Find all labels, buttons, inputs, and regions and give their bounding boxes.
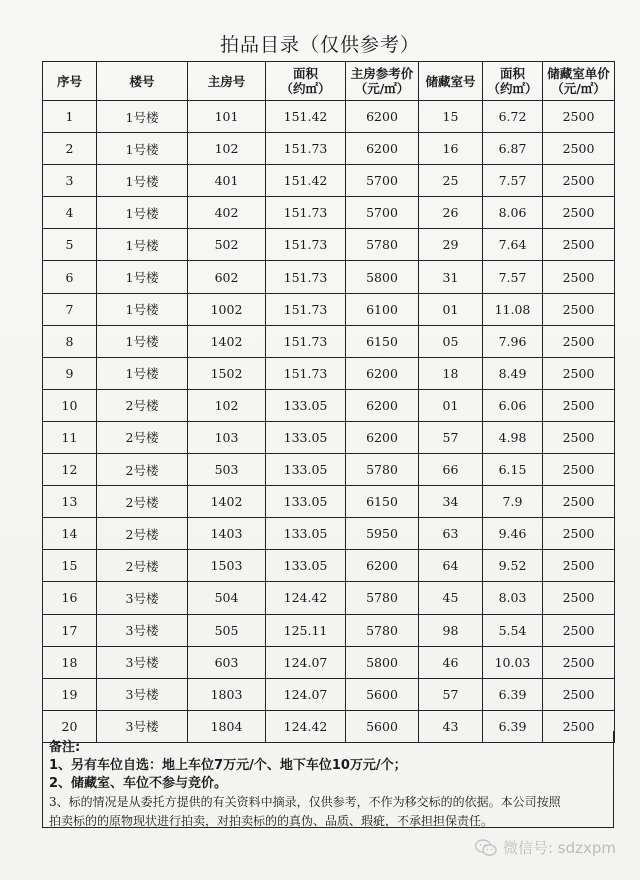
cell-storage: 05 bbox=[419, 325, 483, 357]
cell-price: 5950 bbox=[346, 518, 419, 550]
table-row bbox=[43, 550, 615, 582]
cell-area: 151.73 bbox=[266, 293, 346, 325]
cell-seq: 16 bbox=[43, 582, 97, 614]
cell-storage-area: 11.08 bbox=[483, 293, 543, 325]
cell-building: 3号楼 bbox=[97, 710, 188, 742]
cell-area: 151.73 bbox=[266, 357, 346, 389]
cell-storage: 98 bbox=[419, 614, 483, 646]
cell-storage-price: 2500 bbox=[543, 678, 615, 710]
cell-storage-price: 2500 bbox=[543, 261, 615, 293]
cell-building: 2号楼 bbox=[97, 389, 188, 421]
cell-storage: 57 bbox=[419, 421, 483, 453]
cell-seq: 14 bbox=[43, 518, 97, 550]
cell-price: 6200 bbox=[346, 133, 419, 165]
cell-area: 133.05 bbox=[266, 486, 346, 518]
cell-area: 151.73 bbox=[266, 229, 346, 261]
cell-storage-price: 2500 bbox=[543, 293, 615, 325]
cell-storage-area: 4.98 bbox=[483, 421, 543, 453]
cell-price: 6200 bbox=[346, 101, 419, 133]
cell-seq: 20 bbox=[43, 710, 97, 742]
cell-building: 1号楼 bbox=[97, 165, 188, 197]
cell-storage-price: 2500 bbox=[543, 101, 615, 133]
cell-storage: 01 bbox=[419, 389, 483, 421]
cell-building: 2号楼 bbox=[97, 550, 188, 582]
cell-storage: 63 bbox=[419, 518, 483, 550]
cell-room: 503 bbox=[188, 454, 266, 486]
table-row bbox=[43, 229, 615, 261]
cell-seq: 4 bbox=[43, 197, 97, 229]
table-row bbox=[43, 582, 615, 614]
cell-storage-price: 2500 bbox=[543, 582, 615, 614]
cell-building: 1号楼 bbox=[97, 261, 188, 293]
notes-heading: 备注: bbox=[49, 740, 81, 755]
cell-price: 5780 bbox=[346, 454, 419, 486]
cell-room: 502 bbox=[188, 229, 266, 261]
cell-storage: 66 bbox=[419, 454, 483, 486]
cell-price: 5700 bbox=[346, 197, 419, 229]
notes-box bbox=[42, 731, 614, 828]
cell-room: 1403 bbox=[188, 518, 266, 550]
notes-line-3a: 3、标的情况是从委托方提供的有关资料中摘录，仅供参考，不作为移交标的的依据。本公司按照 bbox=[49, 795, 561, 809]
cell-price: 6100 bbox=[346, 293, 419, 325]
header-price-line2: （元/㎡） bbox=[354, 81, 410, 96]
cell-storage-price: 2500 bbox=[543, 518, 615, 550]
cell-area: 124.42 bbox=[266, 710, 346, 742]
cell-room: 602 bbox=[188, 261, 266, 293]
cell-area: 151.73 bbox=[266, 133, 346, 165]
cell-seq: 6 bbox=[43, 261, 97, 293]
cell-storage-price: 2500 bbox=[543, 197, 615, 229]
cell-area: 151.42 bbox=[266, 165, 346, 197]
cell-storage-area: 7.64 bbox=[483, 229, 543, 261]
cell-room: 401 bbox=[188, 165, 266, 197]
cell-seq: 3 bbox=[43, 165, 97, 197]
cell-storage-area: 7.96 bbox=[483, 325, 543, 357]
cell-building: 3号楼 bbox=[97, 582, 188, 614]
watermark bbox=[475, 837, 616, 858]
cell-area: 124.07 bbox=[266, 646, 346, 678]
table-row bbox=[43, 101, 615, 133]
cell-room: 102 bbox=[188, 133, 266, 165]
cell-price: 5780 bbox=[346, 582, 419, 614]
cell-storage-area: 9.52 bbox=[483, 550, 543, 582]
table-row bbox=[43, 165, 615, 197]
cell-room: 103 bbox=[188, 421, 266, 453]
cell-storage-area: 6.39 bbox=[483, 710, 543, 742]
auction-catalog-table bbox=[42, 61, 615, 743]
cell-storage: 57 bbox=[419, 678, 483, 710]
cell-seq: 11 bbox=[43, 421, 97, 453]
cell-seq: 1 bbox=[43, 101, 97, 133]
cell-storage-price: 2500 bbox=[543, 133, 615, 165]
cell-building: 2号楼 bbox=[97, 518, 188, 550]
header-seq: 序号 bbox=[43, 62, 97, 101]
cell-building: 2号楼 bbox=[97, 454, 188, 486]
cell-seq: 13 bbox=[43, 486, 97, 518]
cell-building: 1号楼 bbox=[97, 101, 188, 133]
cell-room: 1503 bbox=[188, 550, 266, 582]
cell-storage-price: 2500 bbox=[543, 389, 615, 421]
cell-building: 1号楼 bbox=[97, 293, 188, 325]
header-storage-price-line2: （元/㎡） bbox=[551, 81, 606, 96]
header-storage-area bbox=[483, 62, 543, 101]
cell-storage-price: 2500 bbox=[543, 229, 615, 261]
cell-room: 1803 bbox=[188, 678, 266, 710]
cell-price: 5780 bbox=[346, 614, 419, 646]
cell-storage-price: 2500 bbox=[543, 357, 615, 389]
cell-room: 505 bbox=[188, 614, 266, 646]
cell-room: 1502 bbox=[188, 357, 266, 389]
cell-room: 101 bbox=[188, 101, 266, 133]
header-price bbox=[346, 62, 419, 101]
cell-price: 5800 bbox=[346, 646, 419, 678]
table-row bbox=[43, 133, 615, 165]
cell-storage-area: 9.46 bbox=[483, 518, 543, 550]
cell-seq: 9 bbox=[43, 357, 97, 389]
header-room: 主房号 bbox=[188, 62, 266, 101]
cell-seq: 10 bbox=[43, 389, 97, 421]
notes-line-1: 1、另有车位自选：地上车位7万元/个、地下车位10万元/个； bbox=[49, 758, 407, 773]
cell-storage-price: 2500 bbox=[543, 165, 615, 197]
cell-price: 6200 bbox=[346, 550, 419, 582]
cell-building: 1号楼 bbox=[97, 325, 188, 357]
cell-area: 133.05 bbox=[266, 389, 346, 421]
table-row bbox=[43, 454, 615, 486]
cell-storage: 34 bbox=[419, 486, 483, 518]
cell-building: 1号楼 bbox=[97, 197, 188, 229]
cell-area: 124.07 bbox=[266, 678, 346, 710]
cell-storage: 45 bbox=[419, 582, 483, 614]
cell-building: 2号楼 bbox=[97, 486, 188, 518]
cell-storage: 31 bbox=[419, 261, 483, 293]
cell-price: 6200 bbox=[346, 357, 419, 389]
cell-building: 3号楼 bbox=[97, 678, 188, 710]
cell-storage: 29 bbox=[419, 229, 483, 261]
page-title: 拍品目录（仅供参考） bbox=[219, 34, 420, 56]
cell-seq: 2 bbox=[43, 133, 97, 165]
cell-area: 125.11 bbox=[266, 614, 346, 646]
cell-storage-area: 7.57 bbox=[483, 261, 543, 293]
cell-price: 5600 bbox=[346, 678, 419, 710]
header-storage-area-line2: （约㎡） bbox=[487, 81, 538, 96]
cell-price: 6200 bbox=[346, 389, 419, 421]
header-storage-price bbox=[543, 62, 615, 101]
table-row bbox=[43, 518, 615, 550]
cell-room: 1402 bbox=[188, 325, 266, 357]
table-row bbox=[43, 357, 615, 389]
table-row bbox=[43, 261, 615, 293]
cell-room: 603 bbox=[188, 646, 266, 678]
cell-storage: 43 bbox=[419, 710, 483, 742]
cell-storage: 01 bbox=[419, 293, 483, 325]
table-body bbox=[43, 101, 615, 743]
cell-seq: 5 bbox=[43, 229, 97, 261]
cell-price: 6150 bbox=[346, 486, 419, 518]
cell-storage-area: 6.87 bbox=[483, 133, 543, 165]
cell-area: 151.73 bbox=[266, 197, 346, 229]
cell-seq: 12 bbox=[43, 454, 97, 486]
notes-line-3b: 拍卖标的的原物现状进行拍卖，对拍卖标的的真伪、品质、瑕疵，不承担担保责任。 bbox=[49, 814, 494, 828]
cell-storage-area: 8.03 bbox=[483, 582, 543, 614]
cell-price: 5600 bbox=[346, 710, 419, 742]
cell-storage-price: 2500 bbox=[543, 710, 615, 742]
cell-storage-price: 2500 bbox=[543, 646, 615, 678]
table-row bbox=[43, 678, 615, 710]
cell-storage-price: 2500 bbox=[543, 550, 615, 582]
cell-storage-area: 7.57 bbox=[483, 165, 543, 197]
table-row bbox=[43, 197, 615, 229]
cell-storage-price: 2500 bbox=[543, 614, 615, 646]
cell-storage: 16 bbox=[419, 133, 483, 165]
cell-storage: 25 bbox=[419, 165, 483, 197]
cell-building: 1号楼 bbox=[97, 357, 188, 389]
cell-storage-price: 2500 bbox=[543, 486, 615, 518]
header-area-line1: 面积 bbox=[292, 66, 318, 81]
table-row bbox=[43, 293, 615, 325]
header-price-line1: 主房参考价 bbox=[350, 66, 414, 81]
cell-room: 1002 bbox=[188, 293, 266, 325]
cell-building: 1号楼 bbox=[97, 229, 188, 261]
cell-storage: 64 bbox=[419, 550, 483, 582]
cell-room: 402 bbox=[188, 197, 266, 229]
cell-seq: 18 bbox=[43, 646, 97, 678]
header-area bbox=[266, 62, 346, 101]
watermark-text: 微信号: sdzxpm bbox=[502, 839, 616, 857]
cell-storage-area: 6.39 bbox=[483, 678, 543, 710]
table-row bbox=[43, 646, 615, 678]
cell-seq: 17 bbox=[43, 614, 97, 646]
cell-area: 151.42 bbox=[266, 101, 346, 133]
header-storage-price-line1: 储藏室单价 bbox=[547, 66, 610, 81]
cell-building: 1号楼 bbox=[97, 133, 188, 165]
cell-building: 3号楼 bbox=[97, 646, 188, 678]
wechat-icon bbox=[475, 839, 497, 857]
header-storage-area-line1: 面积 bbox=[499, 66, 525, 81]
cell-room: 102 bbox=[188, 389, 266, 421]
cell-storage-price: 2500 bbox=[543, 454, 615, 486]
cell-storage-area: 8.06 bbox=[483, 197, 543, 229]
cell-price: 6150 bbox=[346, 325, 419, 357]
cell-price: 5780 bbox=[346, 229, 419, 261]
table-row bbox=[43, 325, 615, 357]
cell-building: 2号楼 bbox=[97, 421, 188, 453]
cell-price: 5800 bbox=[346, 261, 419, 293]
cell-area: 124.42 bbox=[266, 582, 346, 614]
cell-storage: 15 bbox=[419, 101, 483, 133]
cell-storage-area: 10.03 bbox=[483, 646, 543, 678]
cell-price: 6200 bbox=[346, 421, 419, 453]
cell-area: 151.73 bbox=[266, 325, 346, 357]
cell-storage-area: 6.15 bbox=[483, 454, 543, 486]
cell-storage-area: 7.9 bbox=[483, 486, 543, 518]
cell-seq: 8 bbox=[43, 325, 97, 357]
table-row bbox=[43, 389, 615, 421]
cell-area: 133.05 bbox=[266, 454, 346, 486]
table-header-row bbox=[43, 62, 615, 101]
header-storage: 储藏室号 bbox=[419, 62, 483, 101]
cell-building: 3号楼 bbox=[97, 614, 188, 646]
cell-seq: 15 bbox=[43, 550, 97, 582]
cell-storage: 26 bbox=[419, 197, 483, 229]
cell-room: 1804 bbox=[188, 710, 266, 742]
table-row bbox=[43, 486, 615, 518]
table-row bbox=[43, 421, 615, 453]
cell-storage-area: 8.49 bbox=[483, 357, 543, 389]
cell-area: 151.73 bbox=[266, 261, 346, 293]
header-area-line2: （约㎡） bbox=[280, 81, 331, 96]
cell-storage-area: 5.54 bbox=[483, 614, 543, 646]
cell-area: 133.05 bbox=[266, 421, 346, 453]
header-building: 楼号 bbox=[97, 62, 188, 101]
cell-storage: 18 bbox=[419, 357, 483, 389]
cell-storage-price: 2500 bbox=[543, 325, 615, 357]
cell-seq: 19 bbox=[43, 678, 97, 710]
cell-area: 133.05 bbox=[266, 550, 346, 582]
cell-seq: 7 bbox=[43, 293, 97, 325]
cell-room: 504 bbox=[188, 582, 266, 614]
cell-storage: 46 bbox=[419, 646, 483, 678]
cell-storage-area: 6.06 bbox=[483, 389, 543, 421]
table-row bbox=[43, 614, 615, 646]
cell-area: 133.05 bbox=[266, 518, 346, 550]
cell-room: 1402 bbox=[188, 486, 266, 518]
cell-storage-price: 2500 bbox=[543, 421, 615, 453]
cell-price: 5700 bbox=[346, 165, 419, 197]
cell-storage-area: 6.72 bbox=[483, 101, 543, 133]
notes-line-2: 2、储藏室、车位不参与竞价。 bbox=[49, 776, 228, 791]
